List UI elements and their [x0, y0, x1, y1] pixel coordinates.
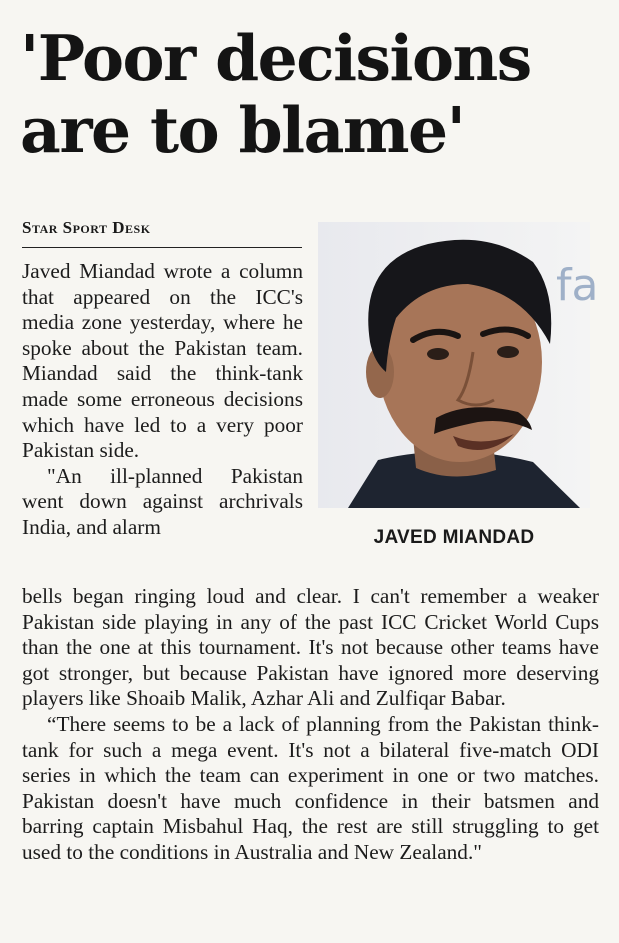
byline: Star Sport Desk [22, 218, 302, 248]
article-paragraph-1: Javed Miandad wrote a column that appeared on the ICC's media zone yesterday, where he spoke about the Pakistan team. Miandad said the think-tank made some erroneous decisions which have led to a very poor Pakistan side. [22, 259, 303, 463]
headline-line-1: 'Poor decisions [20, 21, 531, 95]
article-continuation [22, 584, 599, 866]
article-column [22, 259, 303, 541]
portrait-photo [318, 222, 599, 508]
article-paragraph-3: “There seems to be a lack of planning from the Pakistan think-tank for such a mega event. It's not a bilateral five-match ODI series in which the team can experiment in one or two matches. Pakistan doesn't have much confidence in their batsmen and barring captain Misbahul Haq, the rest are still struggling to get used to the conditions in Australia and New Zealand." [22, 711, 599, 864]
headline-line-2: are to blame' [20, 93, 465, 167]
photo-caption: JAVED MIANDAD [373, 527, 535, 548]
backdrop-text: fa [556, 260, 599, 311]
article-paragraph-2-end: bells began ringing loud and clear. I can't remember a weaker Pakistan side playing in any of the past ICC Cricket World Cups than the one at this tournament. It's not because other teams have got stronger, but because Pakistan have ignored more deserving players like Shoaib Malik, Azhar Ali and Zulfiqar Babar. [22, 584, 599, 711]
headline [20, 22, 610, 166]
article-paragraph-2-start: "An ill-planned Pakistan went down against archrivals India, and alarm [22, 463, 303, 539]
